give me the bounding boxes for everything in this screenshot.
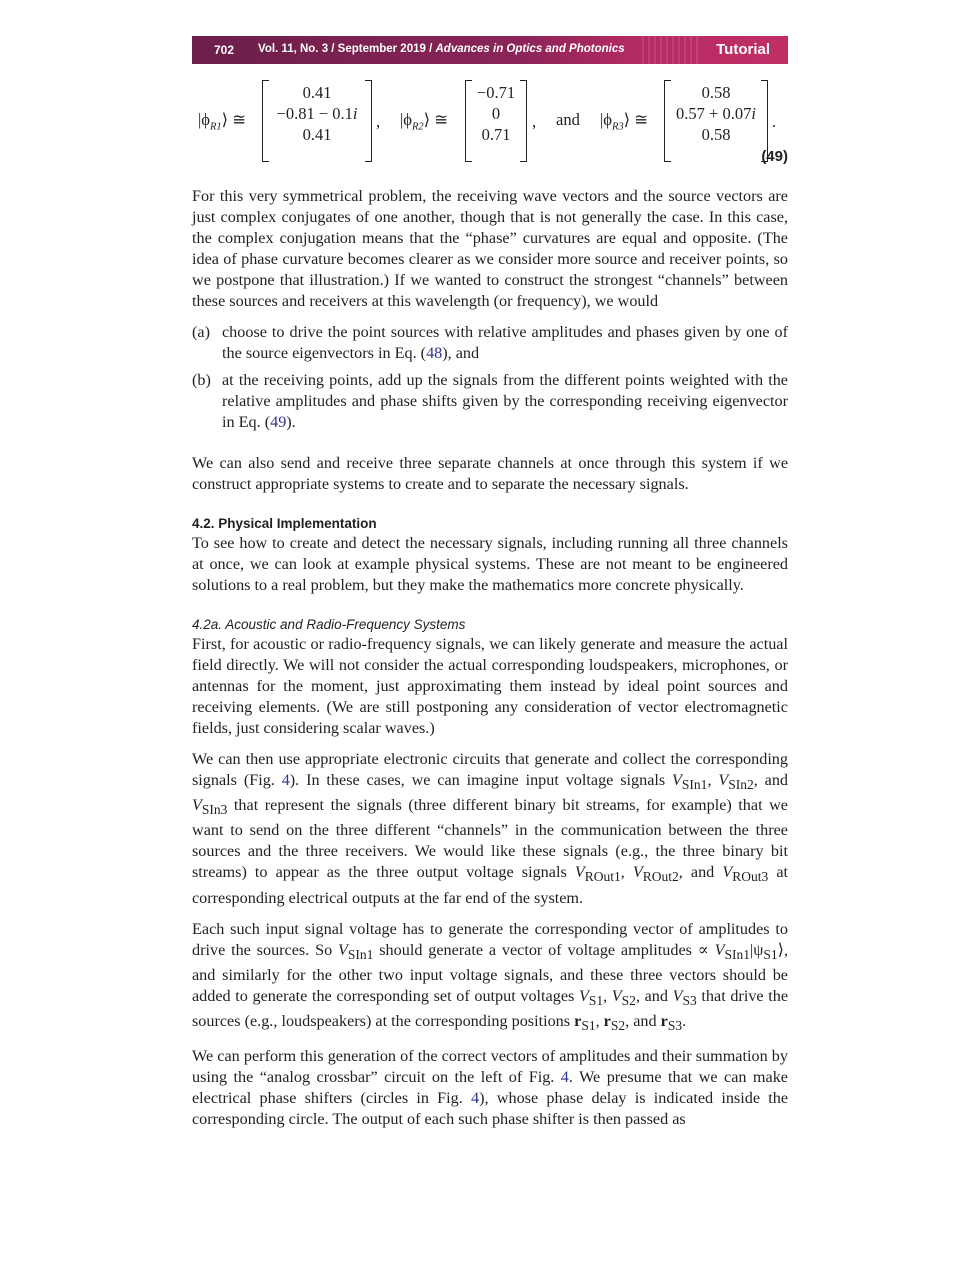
article-type-label: Tutorial — [716, 41, 770, 58]
paragraph: Each such input signal voltage has to generate the corresponding vector of amplitudes to drive the sources. So $V_{SIn1}$ should generate a vector of voltage amplitudes ∝ $V_{SIn1}|\psi_{S1}⟩$, and similarly for the other two input voltage signals, and these three vectors should be added to generate the corresponding set of output voltages $V_{S1}$, $V_{S2}$, and $V_{S3}$ that drive the sources (e.g., loudspeakers) at the corresponding positions $r_{S1}$, $r_{S2}$, and $r_{S3}$. — [192, 919, 789, 1034]
list-item-label: (a) — [192, 323, 210, 341]
vector-r2-entry: 0 — [491, 104, 501, 123]
paragraph: We can also send and receive three separate channels at once through this system if we construct appropriate systems to create and to separate the necessary signals. — [192, 454, 788, 493]
list-item: (a) choose to drive the point sources with relative amplitudes and phases given by one of the source eigenvectors in Eq. (48), and — [192, 323, 788, 362]
vector-r3 — [664, 80, 768, 162]
equation-reference-link[interactable]: 48 — [426, 344, 443, 362]
page-number: 702 — [214, 43, 235, 57]
vector-r3-entry: 0.58 — [701, 125, 731, 144]
figure-reference-link[interactable]: 4 — [471, 1089, 480, 1108]
vector-r3-entry: 0.58 — [701, 83, 731, 102]
journal-header-banner — [192, 36, 788, 64]
equation-number: (49) — [761, 148, 788, 165]
separator-comma: , — [376, 112, 381, 131]
vector-r2 — [465, 80, 527, 162]
volume-text: Vol. 11, No. 3 / September 2019 / — [258, 43, 436, 55]
volume-info — [258, 43, 625, 55]
subsection-heading: 4.2a. Acoustic and Radio-Frequency Systems — [192, 617, 466, 632]
ket-phi-r3: $|\phi_{R3}⟩$ ≅ — [600, 110, 649, 133]
conjunction-and: and — [556, 110, 580, 129]
vector-r3-entry: 0.57 + 0.07i — [676, 104, 756, 123]
vector-r1 — [262, 80, 372, 162]
vector-r2-entry: −0.71 — [476, 83, 516, 102]
paragraph: First, for acoustic or radio-frequency signals, we can likely generate and measure the actual field directly. We will not consider the actual corresponding loudspeakers, microphones, or antennas for the moment, just approximating them instead by ideal point sources and receiving elements. (We are still postponing any consideration of vector electromagnetic fields, just considering scalar waves.) — [192, 635, 788, 737]
figure-reference-link[interactable]: 4 — [281, 771, 290, 789]
vector-r1-entry: 0.41 — [302, 83, 332, 102]
vector-r1-entry: 0.41 — [302, 125, 332, 144]
separator-comma: , — [532, 112, 537, 131]
separator-period: . — [772, 112, 777, 131]
list-item: (b) at the receiving points, add up the signals from the different points weighted with the relative amplitudes and phase shifts given by the corresponding receiving eigenvector in Eq. (49). — [192, 371, 788, 431]
figure-reference-link[interactable]: 4 — [560, 1068, 569, 1087]
equation-reference-link[interactable]: 49 — [270, 413, 287, 431]
ket-phi-r1: $|\phi_{R1}⟩$ ≅ — [198, 110, 247, 133]
section-heading: 4.2. Physical Implementation — [192, 516, 377, 531]
paragraph: We can perform this generation of the correct vectors of amplitudes and their summation by using the “analog crossbar” circuit on the left of Fig. 4. We presume that we can make electrical phase shifters (circles in Fig. 4), whose phase delay is indicated inside the corresponding circle. The output of each such phase shifter is then passed as — [192, 1047, 789, 1129]
numbered-list — [192, 322, 788, 433]
journal-name: Advances in Optics and Photonics — [435, 43, 625, 55]
paragraph: We can then use appropriate electronic circuits that generate and collect the corresponding signals (Fig. 4). In these cases, we can imagine input voltage signals $V_{SIn1}$, $V_{SIn2}$, and $V_{SIn3}$ that represent the signals (three different binary bit streams, for example) that we want to send on the three different “channels” in the communication between the three sources and the three receivers. We would like these signals (e.g., the three binary bit streams) to appear as the three output voltage signals $V_{ROut1}$, $V_{ROut2}$, and $V_{ROut3}$ at corresponding electrical outputs at the far end of the system. — [192, 750, 789, 907]
vector-r1-entry: −0.81 − 0.1i — [276, 104, 358, 123]
ket-phi-r2: $|\phi_{R2}⟩$ ≅ — [400, 110, 449, 133]
paragraph: To see how to create and detect the necessary signals, including running all three channels at once, we can look at example physical systems. These are not meant to be engineered solutions to a real problem, but they make the mathematics more concrete physically. — [192, 534, 788, 594]
equation-49 — [192, 68, 788, 168]
banner-decoration — [642, 36, 702, 64]
vector-r2-entry: 0.71 — [481, 125, 511, 144]
list-item-label: (b) — [192, 371, 211, 389]
paragraph: For this very symmetrical problem, the receiving wave vectors and the source vectors are just complex conjugates of one another, though that is not generally the case. In this case, the complex conjugation means that the “phase” curvatures are equal and opposite. (The idea of phase curvature becomes clearer as we consider more source and receiver points, so we postpone that illustration.) If we wanted to construct the strongest “channels” between these sources and receivers at this wavelength (or frequency), we would — [192, 187, 788, 310]
journal-page — [192, 36, 788, 1130]
